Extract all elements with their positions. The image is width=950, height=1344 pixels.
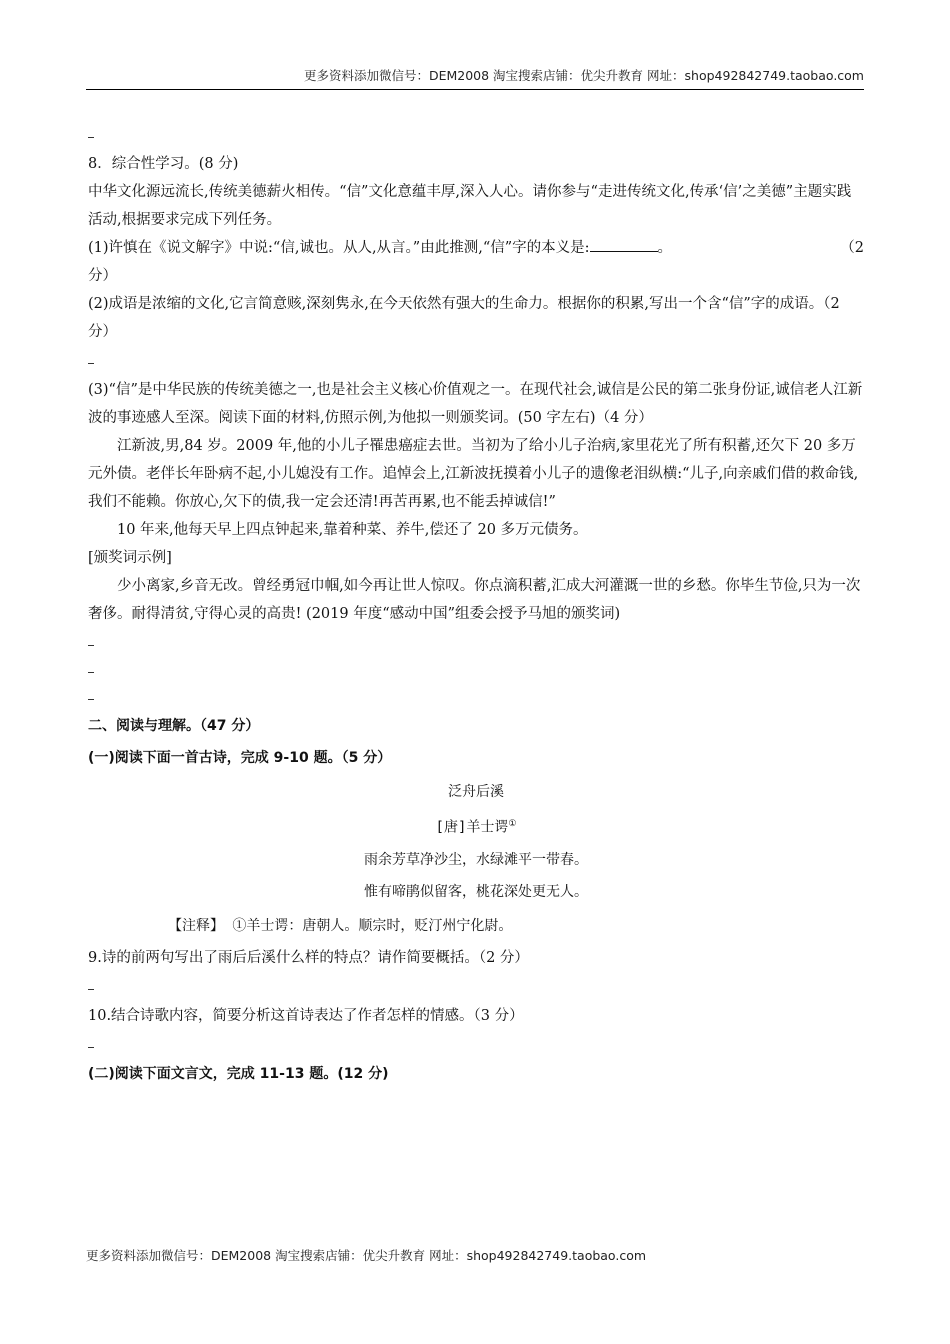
poem-line-1: 雨余芳草净沙尘，水绿滩平一带春。 — [364, 851, 588, 868]
answer-underline[interactable] — [590, 235, 658, 252]
answer-blank[interactable] — [88, 123, 864, 145]
q8-intro: 中华文化源远流长,传统美德薪火相传。“信”文化意蕴丰厚,深入人心。请你参与“走进传统文化,传承‘信’之美德”主题实践活动,根据要求完成下列任务。 — [88, 184, 852, 228]
part1-title: (一)阅读下面一首古诗，完成 9-10 题。（5 分） — [88, 750, 392, 766]
page-header: 更多资料添加微信号：DEM2008 淘宝搜索店铺：优尖升教育 网址：shop492842749.taobao.com — [86, 66, 864, 90]
answer-blank[interactable] — [88, 631, 864, 653]
part2-title: (二)阅读下面文言文，完成 11-13 题。(12 分) — [88, 1065, 389, 1082]
q8-sub1-score-cont: 分） — [88, 268, 117, 284]
poem-author-name: [唐]羊士谔 — [435, 819, 509, 836]
answer-blank[interactable] — [88, 658, 864, 680]
q8-sub1-score: （2 — [840, 240, 864, 256]
poem-note — [88, 908, 864, 944]
answer-blank[interactable] — [88, 1033, 864, 1055]
poem-author-note: ① — [508, 819, 517, 829]
q8-sub1 — [88, 234, 864, 262]
q8-example-text: 少小离家,乡音无改。曾经勇冠巾帼,如今再让世人惊叹。你点滴积蓄,汇成大河灌溉一世的乡愁。你毕生节俭,只为一次奢侈。耐得清贫,守得心灵的高贵! (2019 年度“感动中国”组委会授予马旭的颁奖词) — [88, 578, 861, 622]
answer-blank[interactable] — [88, 349, 864, 371]
q8-material2: 10 年来,他每天早上四点钟起来,靠着种菜、养牛,偿还了 20 多万元债务。 — [117, 522, 588, 538]
answer-blank[interactable] — [88, 685, 864, 707]
page-content — [88, 120, 864, 1088]
q8-title: 8．综合性学习。(8 分) — [88, 156, 239, 172]
page-footer: 更多资料添加微信号：DEM2008 淘宝搜索店铺：优尖升教育 网址：shop492842749.taobao.com — [86, 1248, 647, 1263]
q9: 9.诗的前两句写出了雨后后溪什么样的特点？请作简要概括。（2 分） — [88, 949, 529, 966]
poem-author — [88, 808, 864, 844]
q8-sub2: (2)成语是浓缩的文化,它言简意赅,深刻隽永,在今天依然有强大的生命力。根据你的积累,写出一个含“信”字的成语。（2 分） — [88, 296, 840, 340]
section2-title: 二、阅读与理解。（47 分） — [88, 718, 260, 734]
note-label: 【注释】 — [168, 917, 224, 934]
q8-sub1-text: (1)许慎在《说文解字》中说:“信,诚也。从人,从言。”由此推测,“信”字的本义是: — [88, 240, 590, 256]
q8-sub1-end: 。 — [657, 240, 673, 256]
q8-material1: 江新波,男,84 岁。2009 年,他的小儿子罹患癌症去世。当初为了给小儿子治病,家里花光了所有积蓄,还欠下 20 多万元外债。老伴长年卧病不起,小儿媳没有工作。追悼会上,江新波抚摸着小儿子的遗像老泪纵横:“儿子,向亲戚们借的救命钱,我们不能赖。你放心,欠下的债,我一定会还清!再苦再累,也不能丢掉诚信!” — [88, 438, 859, 510]
q10: 10.结合诗歌内容，简要分析这首诗表达了作者怎样的情感。（3 分） — [88, 1007, 524, 1024]
poem-line-2: 惟有啼鹃似留客，桃花深处更无人。 — [364, 883, 588, 900]
q8-sub3: (3)“信”是中华民族的传统美德之一,也是社会主义核心价值观之一。在现代社会,诚信是公民的第二张身份证,诚信老人江新波的事迹感人至深。阅读下面的材料,仿照示例,为他拟一则颁奖词。(50 字左右)（4 分） — [88, 382, 863, 426]
poem-title: 泛舟后溪 — [448, 784, 504, 800]
note-text: ①羊士谔：唐朝人。顺宗时，贬汀州宁化尉。 — [224, 917, 513, 934]
q8-example-label: [颁奖词示例] — [88, 550, 172, 566]
answer-blank[interactable] — [88, 975, 864, 997]
